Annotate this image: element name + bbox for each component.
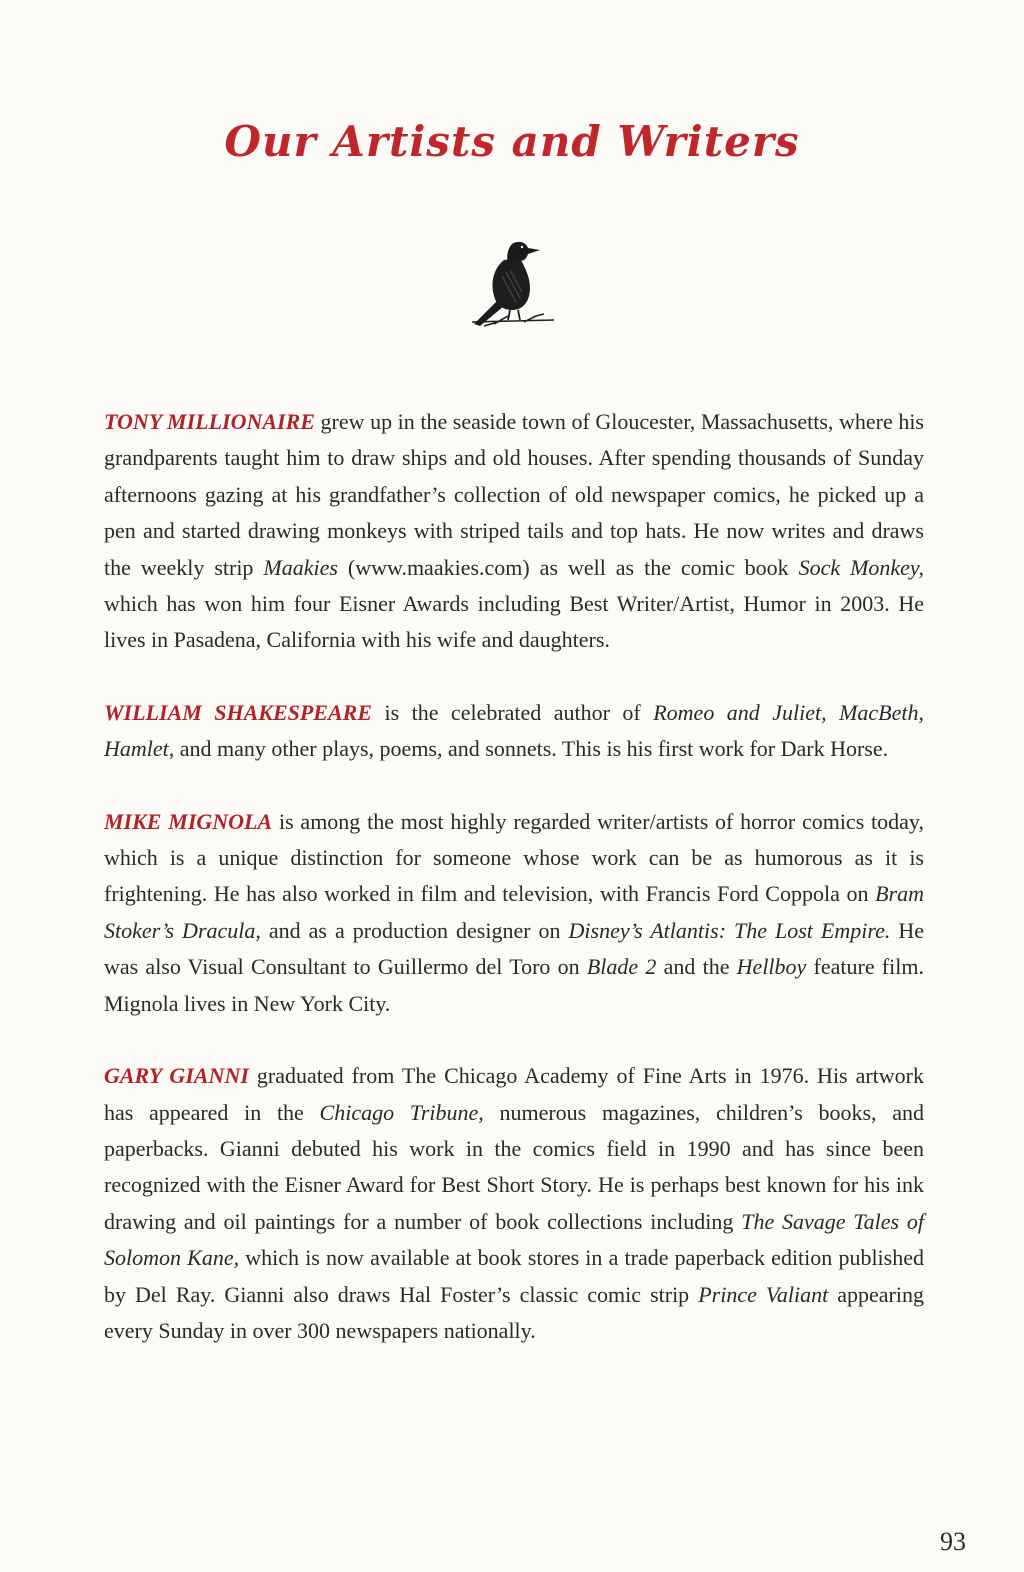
bio-text: grew up in the seaside town of Gloucester, Massachusetts, where his grandparents taught him to draw ships and old houses. After spending thousands of Sunday afternoons gazing at his grandfather’s collection of old newspaper comics, he picked up a pen and started drawing monkeys with striped tails and top hats. He now writes and draws the weekly strip bbox=[104, 409, 924, 580]
work-title: Prince Valiant bbox=[698, 1281, 829, 1307]
crow-illustration bbox=[464, 236, 560, 336]
bio-text: (www.maakies.com) as well as the comic book bbox=[337, 554, 799, 580]
artist-name: TONY MILLIONAIRE bbox=[104, 409, 315, 434]
bio-text: which has won him four Eisner Awards including Best Writer/Artist, Humor in 2003. He lives in Pasadena, California with his wife and daughters. bbox=[104, 591, 924, 653]
artist-name: MIKE MIGNOLA bbox=[104, 808, 273, 834]
bio-mike-mignola bbox=[104, 804, 924, 1022]
bio-text: He was also Visual Consultant to Guillermo del Toro on bbox=[104, 917, 924, 980]
work-title: Bram Stoker’s Dracula, bbox=[104, 881, 924, 943]
work-title: Romeo and Juliet, MacBeth, Hamlet, bbox=[104, 699, 924, 762]
work-title: Disney’s Atlantis: The Lost Empire. bbox=[568, 917, 891, 943]
bio-tony-millionaire bbox=[104, 404, 924, 659]
bios bbox=[104, 404, 924, 1385]
work-title: Sock Monkey, bbox=[798, 554, 924, 580]
page-number: 93 bbox=[940, 1527, 966, 1556]
work-title: Maakies bbox=[263, 554, 338, 580]
work-title: The Savage Tales of Solomon Kane, bbox=[104, 1208, 924, 1271]
bio-text: graduated from The Chicago Academy of Fine Arts in 1976. His artwork has appeared in the bbox=[104, 1063, 925, 1125]
bio-text: and many other plays, poems, and sonnets. This is his first work for Dark Horse. bbox=[174, 736, 889, 762]
bio-gary-gianni bbox=[104, 1058, 924, 1349]
work-title: Hellboy bbox=[736, 954, 807, 980]
work-title: Chicago Tribune, bbox=[319, 1099, 484, 1125]
page-title: Our Artists and Writers bbox=[224, 117, 800, 166]
bio-william-shakespeare bbox=[104, 695, 924, 768]
artist-name: GARY GIANNI bbox=[104, 1063, 249, 1089]
bio-text: feature film. Mignola lives in New York City. bbox=[104, 954, 924, 1016]
work-title: Blade 2 bbox=[586, 954, 657, 980]
bio-text: which is now available at book stores in a trade paperback edition published by Del Ray. Gianni also draws Hal Foster’s classic comic strip bbox=[104, 1245, 924, 1307]
bio-text: and as a production designer on bbox=[260, 917, 569, 943]
bio-text: numerous magazines, children’s books, and paperbacks. Gianni debuted his work in the comics field in 1990 and has since been recognized with the Eisner Award for Best Short Story. He is perhaps best known for his ink drawing and oil paintings for a number of book collections including bbox=[104, 1099, 924, 1234]
bio-text: and the bbox=[656, 954, 737, 980]
bio-text: is among the most highly regarded writer/artists of horror comics today, which is a unique distinction for someone whose work can be as humorous as it is frightening. He has also worked in film and television, with Francis Ford Coppola on bbox=[104, 808, 924, 907]
artist-name: WILLIAM SHAKESPEARE bbox=[104, 699, 372, 725]
bio-text: appearing every Sunday in over 300 newspapers nationally. bbox=[104, 1281, 924, 1343]
bio-text: is the celebrated author of bbox=[372, 699, 654, 725]
